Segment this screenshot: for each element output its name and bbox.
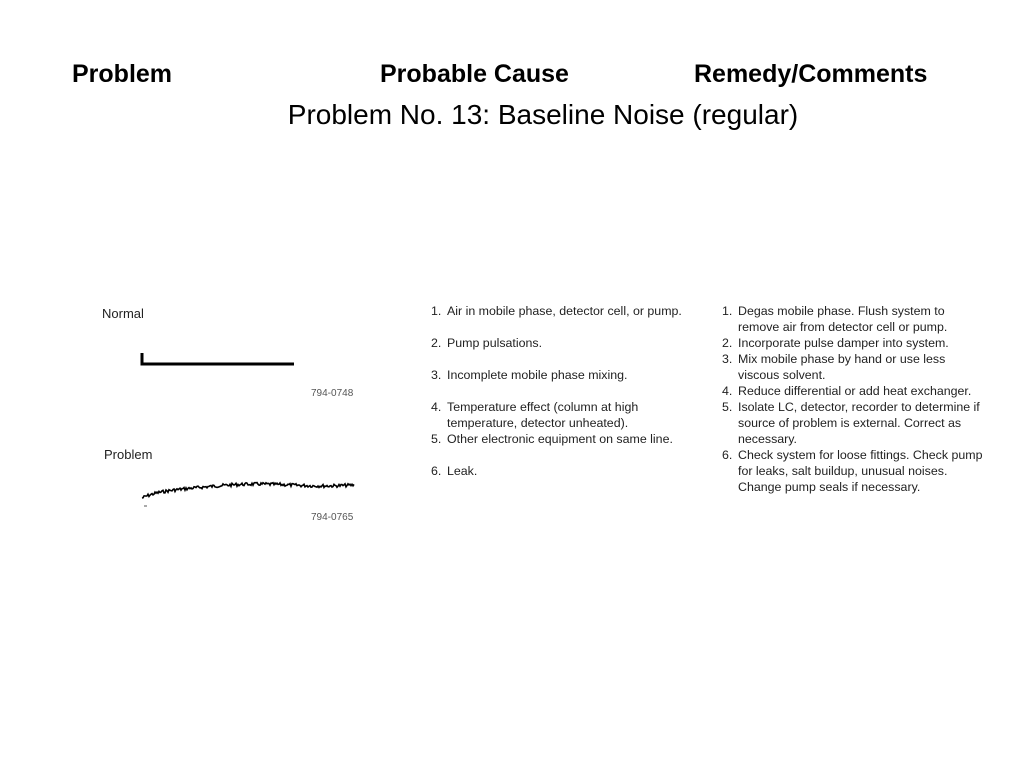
cause-number: 1. xyxy=(431,304,442,318)
cause-item xyxy=(431,367,691,383)
remedy-number: 2. xyxy=(722,336,733,350)
column-header-remedy: Remedy/Comments xyxy=(694,60,928,88)
remedy-text: Degas mobile phase. Flush system to remove air from detector cell or pump. xyxy=(738,304,948,334)
cause-text: Temperature effect (column at high temperature, detector unheated). xyxy=(447,400,639,430)
remedy-item xyxy=(722,303,984,335)
remedy-number: 5. xyxy=(722,400,733,414)
problem-figure-code: 794-0765 xyxy=(311,512,354,523)
problem-label: Problem xyxy=(104,447,153,462)
column-header-problem: Problem xyxy=(72,60,173,88)
normal-baseline-trace xyxy=(140,352,296,366)
cause-number: 4. xyxy=(431,400,442,414)
cause-item xyxy=(431,431,691,447)
cause-item xyxy=(431,303,691,319)
normal-label: Normal xyxy=(102,306,144,321)
cause-text: Pump pulsations. xyxy=(447,336,543,350)
normal-figure-code: 794-0748 xyxy=(311,388,354,399)
remedy-text: Incorporate pulse damper into system. xyxy=(738,336,949,350)
remedy-number: 4. xyxy=(722,384,733,398)
remedy-item xyxy=(722,351,984,383)
remedy-item xyxy=(722,399,984,447)
remedy-list xyxy=(722,303,984,495)
probable-cause-list xyxy=(431,303,691,479)
remedy-text: Mix mobile phase by hand or use less viscous solvent. xyxy=(738,352,946,382)
column-header-probable-cause: Probable Cause xyxy=(380,60,569,88)
cause-number: 6. xyxy=(431,464,442,478)
cause-number: 5. xyxy=(431,432,442,446)
remedy-text: Check system for loose fittings. Check pump for leaks, salt buildup, unusual noises. Change pump seals if necessary. xyxy=(738,448,983,494)
cause-item xyxy=(431,335,691,351)
cause-item xyxy=(431,399,691,431)
remedy-item xyxy=(722,447,984,495)
remedy-number: 1. xyxy=(722,304,733,318)
cause-text: Incomplete mobile phase mixing. xyxy=(447,368,628,382)
remedy-text: Isolate LC, detector, recorder to determine if source of problem is external. Correct as necessary. xyxy=(738,400,980,446)
cause-text: Leak. xyxy=(447,464,478,478)
remedy-number: 3. xyxy=(722,352,733,366)
remedy-item xyxy=(722,335,984,351)
cause-number: 3. xyxy=(431,368,442,382)
cause-text: Other electronic equipment on same line. xyxy=(447,432,673,446)
cause-text: Air in mobile phase, detector cell, or pump. xyxy=(447,304,682,318)
remedy-number: 6. xyxy=(722,448,733,462)
cause-item xyxy=(431,463,691,479)
remedy-item xyxy=(722,383,984,399)
noisy-baseline-trace xyxy=(138,476,358,510)
slide-title: Problem No. 13: Baseline Noise (regular) xyxy=(287,99,799,130)
remedy-text: Reduce differential or add heat exchanger. xyxy=(738,384,972,398)
cause-number: 2. xyxy=(431,336,442,350)
